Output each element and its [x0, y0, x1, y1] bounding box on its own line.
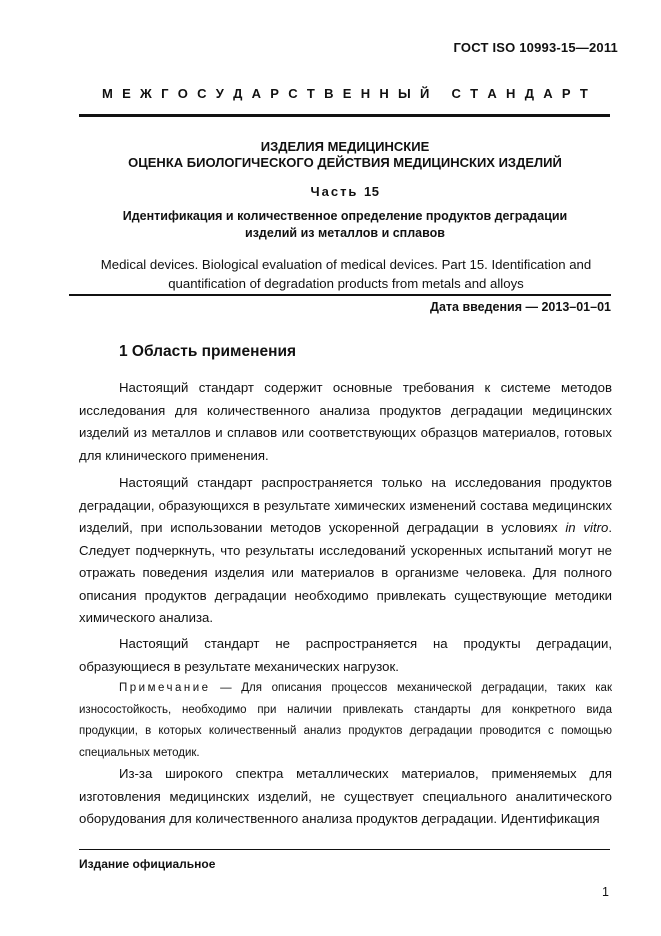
paragraph-1-text: Настоящий стандарт содержит основные требования к системе методов исследования для количественного анализа продуктов деградации медицинских изделий из металлов и сплавов или соответствующих образцов материалов, готовых для клинического применения. [79, 380, 612, 463]
interstate-letter: Е [122, 86, 131, 101]
interstate-letter: А [251, 86, 262, 101]
paragraph-2 [79, 472, 612, 630]
interstate-letter: Н [506, 86, 516, 101]
interstate-letter: А [543, 86, 553, 101]
interstate-letter: М [102, 86, 113, 101]
english-title [68, 255, 624, 293]
footer-rule [79, 849, 610, 850]
interstate-letter: В [324, 86, 334, 101]
paragraph-3-text: Настоящий стандарт не распространяется на продукты деградации, образующиеся в результате механических нагрузок. [79, 636, 612, 674]
date-of-introduction: Дата введения — 2013–01–01 [430, 300, 611, 314]
note [79, 678, 612, 764]
interstate-letter: Д [524, 86, 534, 101]
interstate-standard-label [102, 86, 588, 101]
interstate-letter: Й [420, 86, 430, 101]
english-title-line-2: quantification of degradation products from metals and alloys [168, 276, 524, 291]
interstate-letter: А [487, 86, 497, 101]
interstate-letter: Н [360, 86, 371, 101]
interstate-letter: С [197, 86, 207, 101]
interstate-letter: Т [306, 86, 315, 101]
paragraph-2-before: Настоящий стандарт распространяется только на исследования продуктов деградации, образующихся в результате химических изменений состава медицинских изделий, при использовании методов ускоренной деградации в условиях [79, 475, 612, 535]
title-line-2: ОЦЕНКА БИОЛОГИЧЕСКОГО ДЕЙСТВИЯ МЕДИЦИНСКИХ ИЗДЕЛИЙ [128, 155, 562, 170]
official-edition-label: Издание официальное [79, 857, 216, 871]
paragraph-3 [79, 633, 612, 678]
paragraph-1 [79, 377, 612, 467]
part-number: 15 [364, 184, 380, 199]
subtitle-line-2: изделий из металлов и сплавов [245, 226, 445, 240]
interstate-letter: Е [342, 86, 352, 101]
interstate-gap [439, 86, 443, 101]
interstate-letter: Ж [140, 86, 152, 101]
paragraph-4 [79, 763, 612, 831]
interstate-letter: С [288, 86, 298, 101]
paragraph-2-text [79, 472, 612, 630]
interstate-letter: Д [233, 86, 243, 101]
interstate-letter: Т [579, 86, 588, 101]
note-body: — Для описания процессов механической деградации, таких как износостойкость, необходимо при наличии привлекать стандарты для конкретного вида продукции, в которых количественный анализ продуктов деградации проводится с помощью специальных методик. [79, 682, 612, 759]
paragraph-4-text: Из-за широкого спектра металлических материалов, применяемых для изготовления медицинских изделий, не существует специального аналитического оборудования для количественного анализа продуктов деградации. Идентификация [79, 766, 612, 826]
page-number: 1 [602, 885, 609, 899]
note-text [79, 678, 612, 764]
interstate-letter: Г [161, 86, 169, 101]
note-label: Примечание [119, 682, 211, 694]
paragraph-2-italic: in vitro [565, 520, 609, 535]
subtitle-line-1: Идентификация и количественное определение продуктов деградации [122, 209, 568, 223]
header-rule [79, 114, 610, 117]
subtitle [80, 208, 610, 242]
section-heading: 1 Область применения [119, 343, 297, 360]
part-label: Часть [310, 184, 359, 199]
interstate-letter: Н [379, 86, 389, 101]
interstate-letter: Р [561, 86, 571, 101]
interstate-letter: С [451, 86, 461, 101]
english-title-line-1: Medical devices. Biological evaluation of medical devices. Part 15. Identification and [100, 257, 592, 272]
part-heading [60, 184, 630, 199]
interstate-letter: О [177, 86, 188, 101]
title-line-1: ИЗДЕЛИЯ МЕДИЦИНСКИЕ [260, 139, 430, 154]
interstate-letter: Р [270, 86, 279, 101]
title-rule [69, 294, 611, 296]
interstate-letter: Ы [398, 86, 411, 101]
gost-code: ГОСТ ISO 10993-15—2011 [453, 40, 618, 55]
interstate-letter: У [215, 86, 224, 101]
interstate-letter: Т [470, 86, 479, 101]
paragraph-2-after: . Следует подчеркнуть, что результаты исследований ускоренных испытаний могут не отражать поведения изделия или материалов в организме человека. Для полного описания продуктов деградации необходимо привлекать существующие методики химического анализа. [79, 520, 613, 625]
